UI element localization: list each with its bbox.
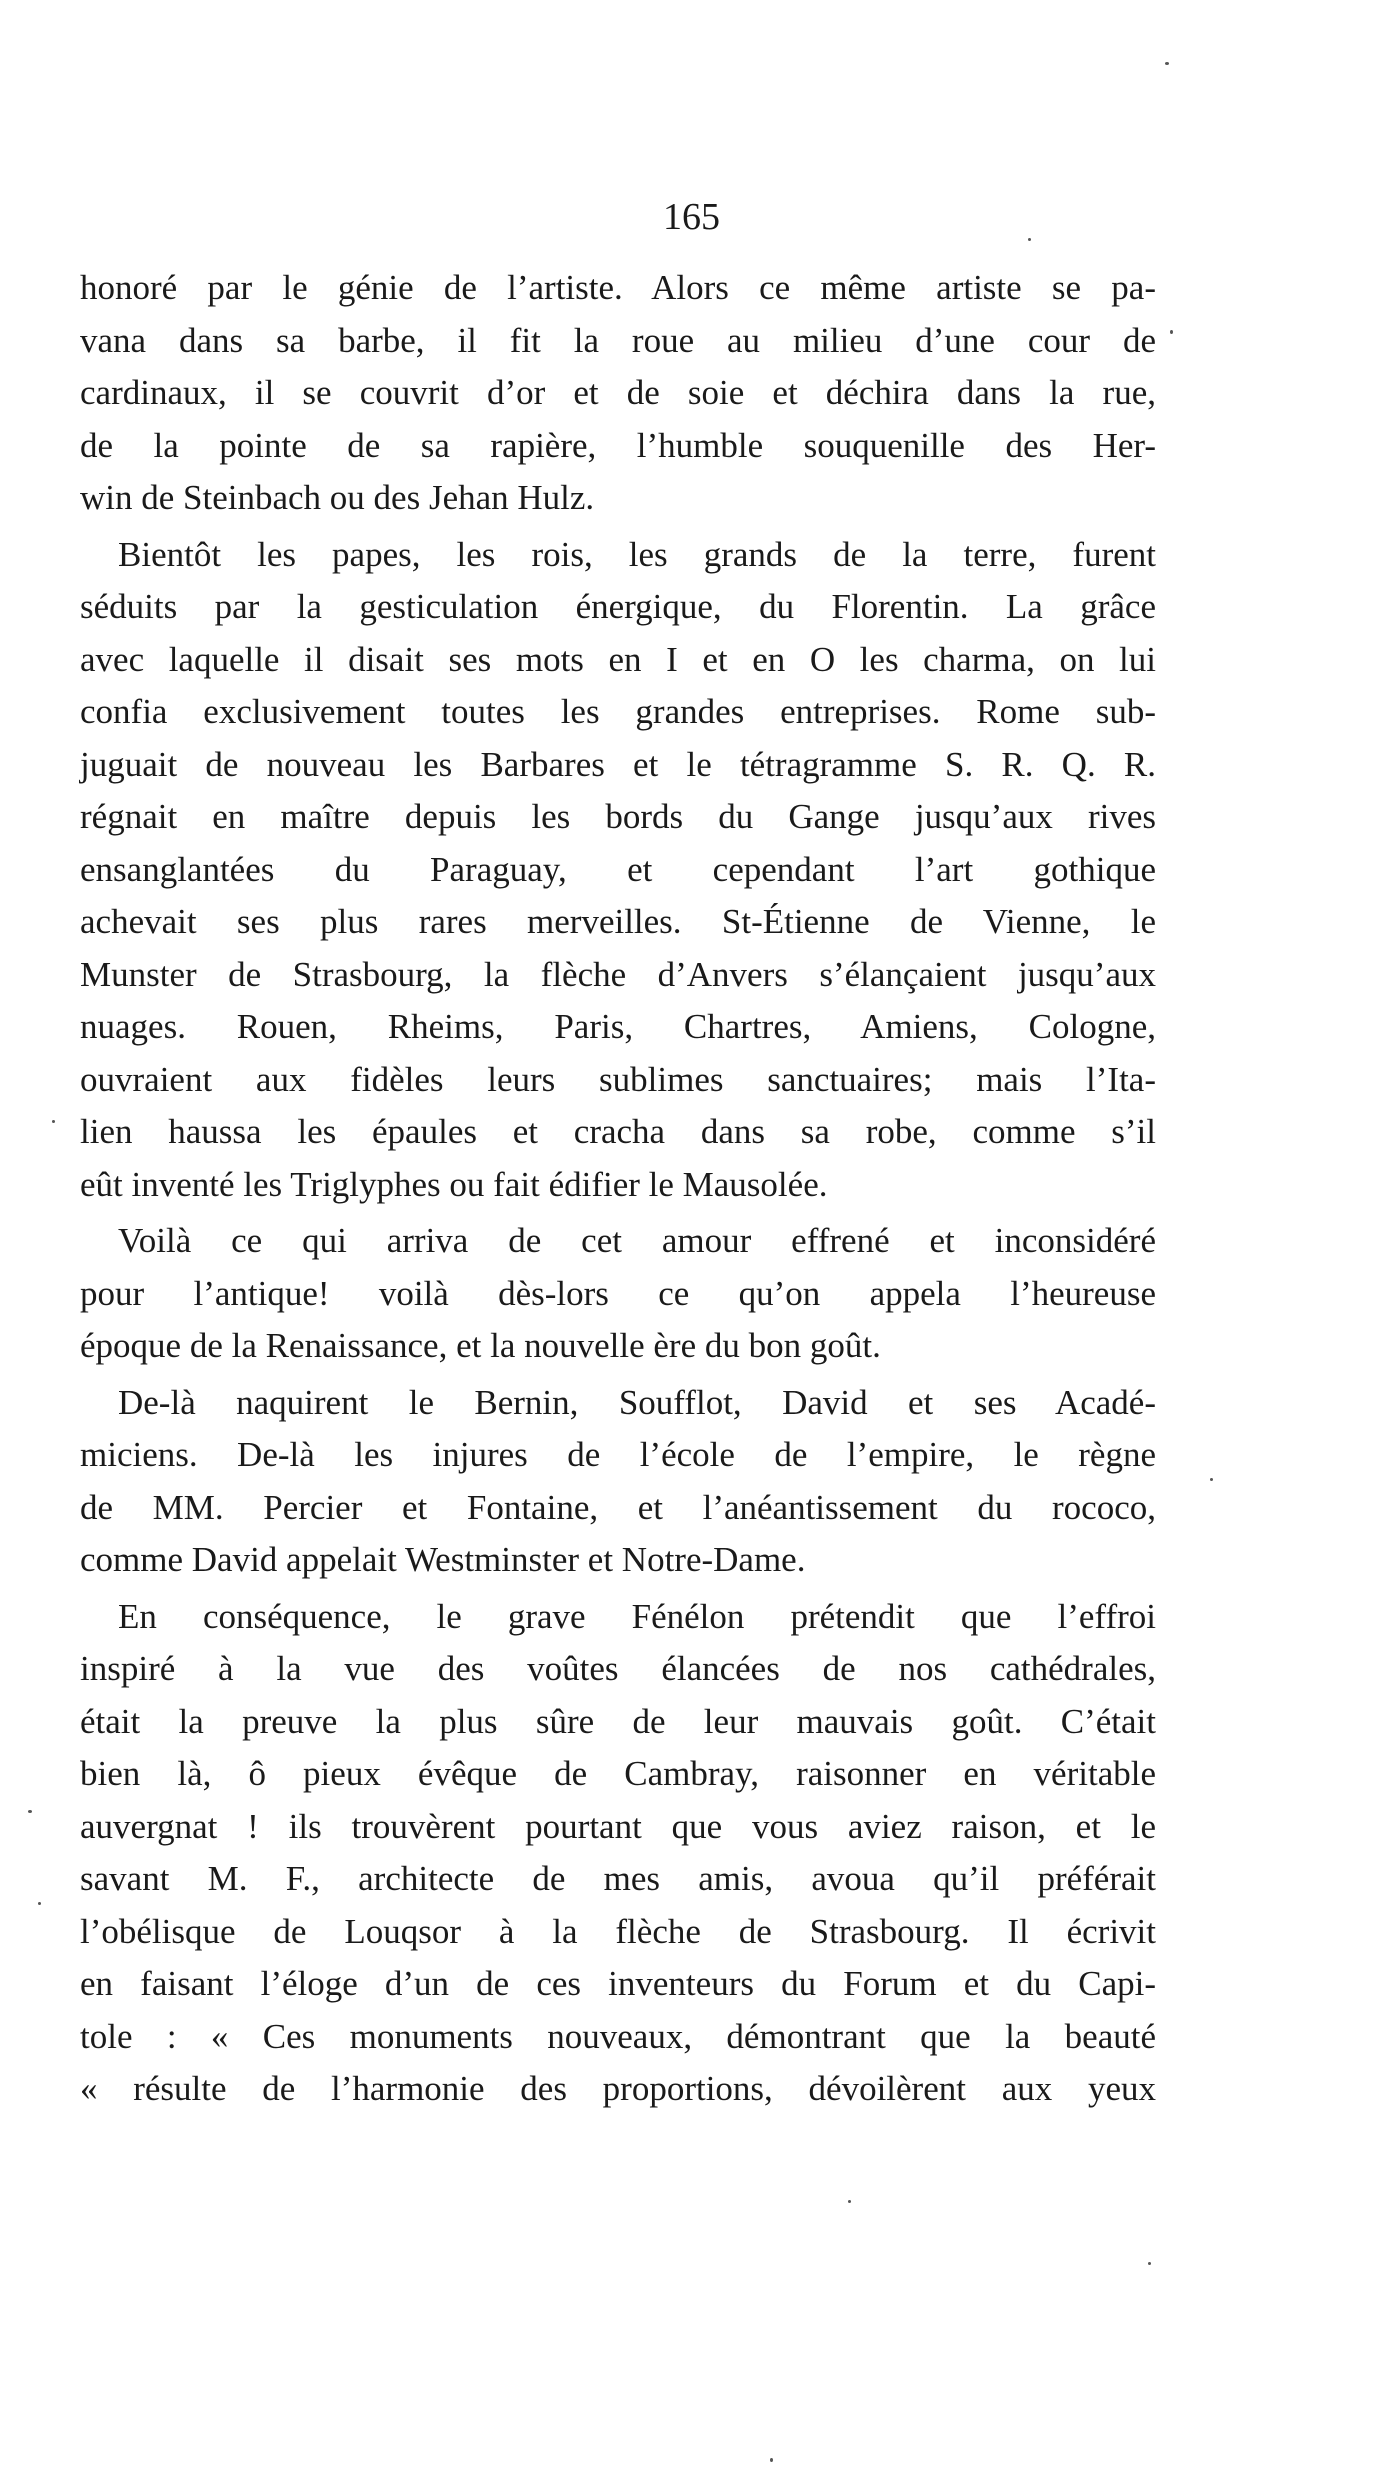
text-line: lien haussa les épaules et cracha dans sa robe, comme s’il — [80, 1112, 1156, 1151]
text-line: juguait de nouveau les Barbares et le tétragramme S. R. Q. R. — [80, 744, 1156, 784]
text-line: tole : « Ces monuments nouveaux, démontrant que la beauté — [80, 2016, 1156, 2056]
text-line: En conséquence, le grave Fénélon prétendit que l’effroi — [118, 1596, 1156, 1636]
text-line: auvergnat ! ils trouvèrent pourtant que vous aviez raison, et le — [80, 1806, 1156, 1846]
text-line: de MM. Percier et Fontaine, et l’anéantissement du rococo, — [80, 1487, 1156, 1527]
scan-speck — [1028, 238, 1031, 241]
text-line: cardinaux, il se couvrit d’or et de soie et déchira dans la rue, — [80, 373, 1156, 412]
scan-speck — [28, 1810, 32, 1813]
text-line: De-là naquirent le Bernin, Soufflot, David et ses Acadé- — [118, 1382, 1156, 1422]
page-number: 165 — [663, 196, 720, 238]
text-line: comme David appelait Westminster et Notre-Dame. — [80, 1540, 806, 1579]
text-line: win de Steinbach ou des Jehan Hulz. — [80, 478, 595, 517]
text-line: achevait ses plus rares merveilles. St-Étienne de Vienne, le — [80, 902, 1156, 941]
text-line: l’obélisque de Louqsor à la flèche de Strasbourg. Il écrivit — [80, 1911, 1156, 1951]
paragraph-5 — [80, 1591, 1156, 2116]
text-line: miciens. De-là les injures de l’école de l’empire, le règne — [80, 1435, 1156, 1474]
body-text — [80, 262, 1156, 2116]
text-line: « résulte de l’harmonie des proportions, dévoilèrent aux yeux — [80, 2069, 1156, 2108]
text-line: nuages. Rouen, Rheims, Paris, Chartres, Amiens, Cologne, — [80, 1007, 1156, 1046]
text-line: eût inventé les Triglyphes ou fait édifier le Mausolée. — [80, 1164, 828, 1204]
scan-speck — [1170, 330, 1173, 334]
text-line: de la pointe de sa rapière, l’humble souquenille des Her- — [80, 425, 1156, 465]
text-line: Voilà ce qui arriva de cet amour effrené et inconsidéré — [118, 1221, 1156, 1260]
text-line: était la preuve la plus sûre de leur mauvais goût. C’était — [80, 1701, 1156, 1741]
paragraph-2 — [80, 529, 1156, 1212]
text-line: vana dans sa barbe, il fit la roue au milieu d’une cour de — [80, 320, 1156, 360]
text-line: époque de la Renaissance, et la nouvelle ère du bon goût. — [80, 1326, 881, 1365]
text-line: ensanglantées du Paraguay, et cependant l’art gothique — [80, 849, 1156, 889]
text-line: pour l’antique! voilà dès-lors ce qu’on appela l’heureuse — [80, 1273, 1156, 1313]
text-line: confia exclusivement toutes les grandes entreprises. Rome sub- — [80, 692, 1156, 731]
text-line: Bientôt les papes, les rois, les grands de la terre, furent — [118, 534, 1156, 574]
text-line: Munster de Strasbourg, la flèche d’Anvers s’élançaient jusqu’aux — [80, 954, 1156, 994]
text-line: inspiré à la vue des voûtes élancées de nos cathédrales, — [80, 1649, 1156, 1688]
text-line: avec laquelle il disait ses mots en I et en O les charma, on lui — [80, 639, 1156, 679]
scan-speck — [848, 2200, 851, 2203]
paragraph-3 — [80, 1215, 1156, 1373]
text-line: bien là, ô pieux évêque de Cambray, raisonner en véritable — [80, 1754, 1156, 1793]
scan-speck — [38, 1902, 41, 1905]
text-line: séduits par la gesticulation énergique, du Florentin. La grâce — [80, 587, 1156, 626]
scan-speck — [770, 2458, 773, 2462]
scan-speck — [1210, 1478, 1213, 1481]
scan-speck — [1165, 62, 1169, 65]
scan-speck — [1148, 2262, 1151, 2265]
text-line: régnait en maître depuis les bords du Gange jusqu’aux rives — [80, 797, 1156, 836]
text-line: en faisant l’éloge d’un de ces inventeurs du Forum et du Capi- — [80, 1964, 1156, 2003]
text-line: savant M. F., architecte de mes amis, avoua qu’il préférait — [80, 1859, 1156, 1898]
paragraph-4 — [80, 1377, 1156, 1587]
scan-speck — [52, 1120, 55, 1123]
text-line: honoré par le génie de l’artiste. Alors ce même artiste se pa- — [80, 268, 1156, 307]
text-line: ouvraient aux fidèles leurs sublimes sanctuaires; mais l’Ita- — [80, 1059, 1156, 1099]
paragraph-1 — [80, 262, 1156, 525]
